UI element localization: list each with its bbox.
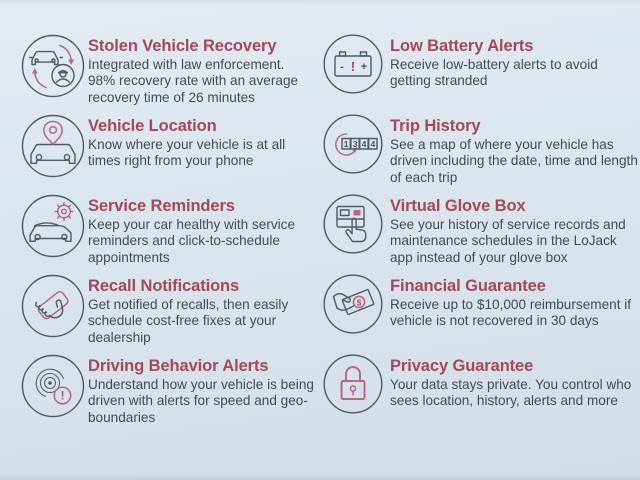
feature-description: Integrated with law enforcement. 98% recovery rate with an average recovery time of 26 minutes [88, 57, 299, 105]
vehicle-location-icon [20, 113, 86, 179]
service-reminders-icon [20, 193, 86, 259]
feature-title: Driving Behavior Alerts [88, 357, 269, 375]
feature-virtual-glove-box [322, 190, 640, 270]
odometer-digit-3: 4 [361, 139, 367, 150]
feature-title: Financial Guarantee [390, 277, 546, 295]
feature-title: Low Battery Alerts [390, 37, 534, 55]
feature-description: Receive up to $10,000 reimbursement if vehicle is not recovered in 30 days [390, 297, 632, 329]
feature-title: Service Reminders [88, 197, 235, 215]
battery-minus: - [340, 61, 344, 73]
feature-low-battery-alerts [322, 30, 640, 110]
right-column [322, 30, 640, 430]
odometer-digit-4: 4 [370, 139, 376, 150]
low-battery-alerts-icon [322, 33, 384, 95]
feature-description: See your history of service records and maintenance schedules in the LoJack app instead of your glove box [390, 217, 626, 265]
odometer-digit-1: 1 [343, 139, 349, 150]
feature-trip-history [322, 110, 640, 190]
virtual-glove-box-icon [322, 193, 384, 255]
feature-title: Trip History [390, 117, 481, 135]
feature-driving-behavior-alerts [20, 350, 322, 430]
stolen-vehicle-recovery-icon [20, 33, 86, 99]
feature-description: See a map of where your vehicle has driven including the date, time and length of each trip [390, 137, 638, 185]
feature-service-reminders [20, 190, 322, 270]
battery-plus: + [360, 61, 368, 73]
feature-title: Recall Notifications [88, 277, 240, 295]
trip-history-icon [322, 113, 384, 175]
battery-exclamation: ! [350, 60, 356, 74]
financial-guarantee-icon [322, 273, 384, 335]
feature-description: Receive low-battery alerts to avoid getting stranded [390, 57, 598, 89]
feature-recall-notifications [20, 270, 322, 350]
feature-description: Your data stays private. You control who sees location, history, alerts and more [390, 377, 632, 409]
alert-exclamation: ! [60, 390, 65, 403]
driving-behavior-alerts-icon [20, 353, 86, 419]
feature-description: Understand how your vehicle is being driven with alerts for speed and geo-boundaries [88, 377, 314, 425]
feature-privacy-guarantee [322, 350, 640, 430]
feature-title: Stolen Vehicle Recovery [88, 37, 277, 55]
dollar-sign: $ [356, 297, 362, 308]
recall-notifications-icon [20, 273, 86, 339]
feature-description: Get notified of recalls, then easily schedule cost-free fixes at your dealership [88, 297, 289, 345]
odometer-digit-2: 3 [352, 139, 358, 150]
feature-title: Virtual Glove Box [390, 197, 526, 215]
feature-title: Privacy Guarantee [390, 357, 534, 375]
feature-description: Know where your vehicle is at all times right from your phone [88, 137, 286, 169]
feature-financial-guarantee [322, 270, 640, 350]
feature-stolen-vehicle-recovery [20, 30, 322, 110]
left-column [20, 30, 322, 430]
feature-vehicle-location [20, 110, 322, 190]
privacy-guarantee-icon [322, 353, 384, 415]
feature-description: Keep your car healthy with service reminders and click-to-schedule appointments [88, 217, 296, 265]
feature-title: Vehicle Location [88, 117, 217, 135]
